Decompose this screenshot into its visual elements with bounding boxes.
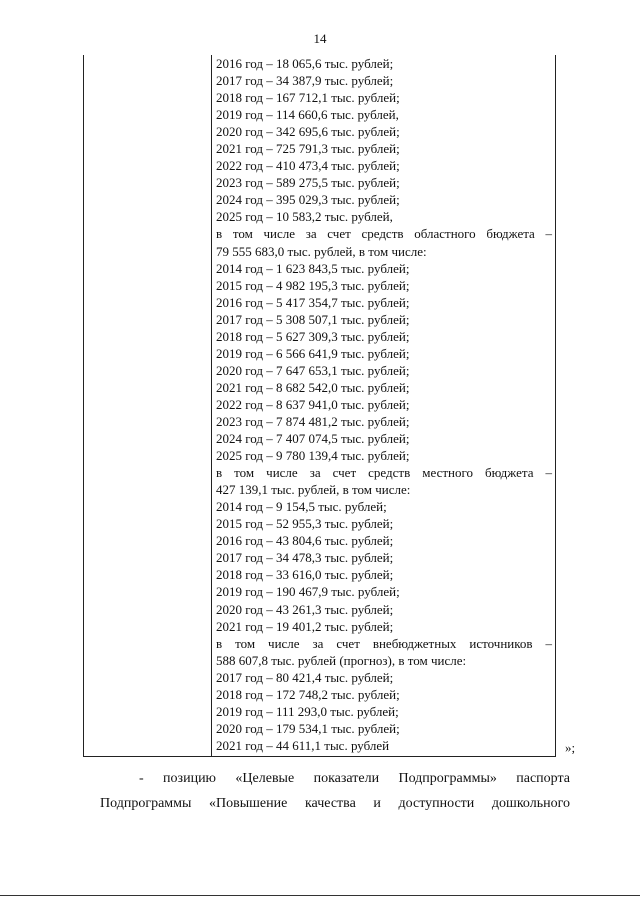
budget-line: 2020 год – 342 695,6 тыс. рублей; [216, 124, 400, 140]
budget-line: 2022 год – 410 473,4 тыс. рублей; [216, 158, 400, 174]
budget-line: 2018 год – 172 748,2 тыс. рублей; [216, 686, 400, 702]
budget-line: 2020 год – 43 261,3 тыс. рублей; [216, 601, 394, 617]
budget-line: 2018 год – 33 616,0 тыс. рублей; [216, 567, 394, 583]
budget-line: в том числе за счет средств областного бюджета – [216, 226, 552, 242]
budget-line: 2025 год – 9 780 139,4 тыс. рублей; [216, 448, 410, 464]
budget-line: 2017 год – 5 308 507,1 тыс. рублей; [216, 311, 410, 327]
budget-line: 2017 год – 34 478,3 тыс. рублей; [216, 550, 394, 566]
budget-line: 2017 год – 34 387,9 тыс. рублей; [216, 73, 394, 89]
budget-line: 2019 год – 6 566 641,9 тыс. рублей; [216, 345, 410, 361]
page-number: 14 [313, 31, 327, 46]
budget-line: 2016 год – 43 804,6 тыс. рублей; [216, 533, 394, 549]
budget-line: 2021 год – 8 682 542,0 тыс. рублей; [216, 379, 410, 395]
budget-line: 2014 год – 1 623 843,5 тыс. рублей; [216, 260, 410, 276]
closing-quote: »; [565, 740, 576, 755]
budget-line: 2018 год – 5 627 309,3 тыс. рублей; [216, 328, 410, 344]
budget-line: 2016 год – 18 065,6 тыс. рублей; [216, 56, 394, 71]
column-divider [211, 55, 212, 756]
budget-line: 2019 год – 190 467,9 тыс. рублей; [216, 584, 400, 600]
budget-line: 79 555 683,0 тыс. рублей, в том числе: [216, 243, 427, 259]
budget-line: 427 139,1 тыс. рублей, в том числе: [216, 482, 411, 498]
budget-line: 2017 год – 80 421,4 тыс. рублей; [216, 669, 394, 685]
page-bottom-rule [0, 895, 640, 896]
budget-line: 2024 год – 7 407 074,5 тыс. рублей; [216, 431, 410, 447]
budget-line: 2020 год – 7 647 653,1 тыс. рублей; [216, 362, 410, 378]
budget-line: в том числе за счет средств местного бюджета – [216, 465, 552, 481]
budget-line: 588 607,8 тыс. рублей (прогноз), в том числе: [216, 652, 467, 668]
budget-line: 2016 год – 5 417 354,7 тыс. рублей; [216, 294, 410, 310]
budget-line: 2023 год – 7 874 481,2 тыс. рублей; [216, 413, 410, 429]
budget-line: 2015 год – 4 982 195,3 тыс. рублей; [216, 277, 410, 293]
budget-line: 2021 год – 44 611,1 тыс. рублей [216, 737, 390, 753]
budget-line: 2019 год – 114 660,6 тыс. рублей, [216, 107, 399, 123]
budget-line: 2025 год – 10 583,2 тыс. рублей, [216, 209, 393, 225]
budget-line: 2014 год – 9 154,5 тыс. рублей; [216, 499, 387, 515]
paragraph-line-2: Подпрограммы «Повышение качества и доступности дошкольного [100, 796, 570, 811]
budget-line: 2019 год – 111 293,0 тыс. рублей; [216, 703, 399, 719]
budget-line: 2018 год – 167 712,1 тыс. рублей; [216, 90, 400, 106]
budget-line: 2021 год – 19 401,2 тыс. рублей; [216, 618, 394, 634]
budget-line: 2015 год – 52 955,3 тыс. рублей; [216, 516, 394, 532]
budget-line: 2021 год – 725 791,3 тыс. рублей; [216, 141, 400, 157]
paragraph-line-1: - позицию «Целевые показатели Подпрограммы» паспорта [139, 771, 570, 786]
budget-line: 2023 год – 589 275,5 тыс. рублей; [216, 175, 400, 191]
budget-line: 2024 год – 395 029,3 тыс. рублей; [216, 192, 400, 208]
budget-line: в том числе за счет внебюджетных источников – [216, 635, 552, 651]
budget-line: 2022 год – 8 637 941,0 тыс. рублей; [216, 396, 410, 412]
budget-line: 2020 год – 179 534,1 тыс. рублей; [216, 720, 400, 736]
budget-financing-list [216, 55, 552, 754]
